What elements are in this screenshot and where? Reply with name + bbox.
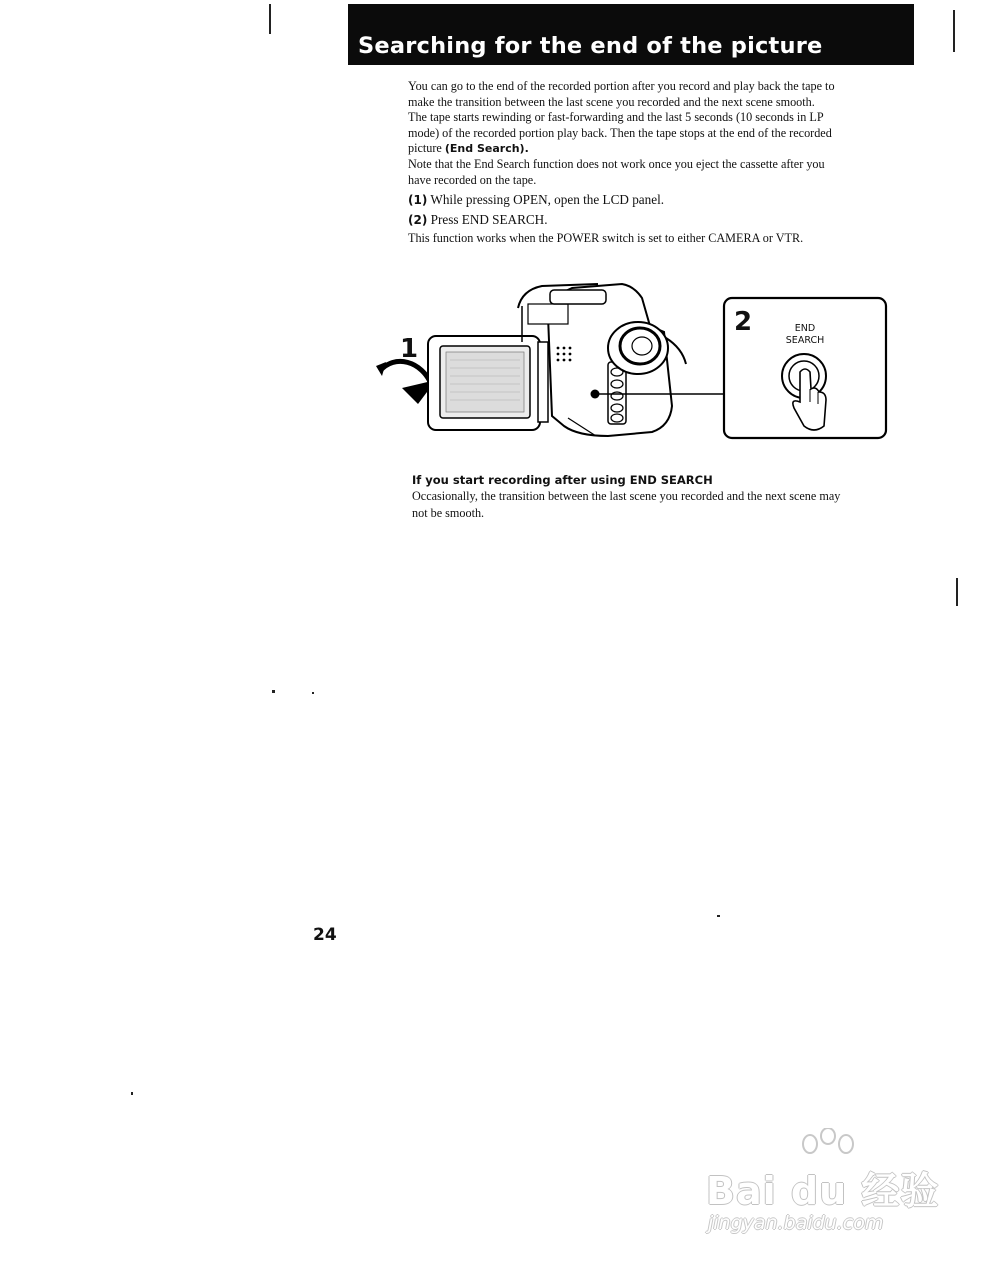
watermark-main: Bai du 经验 xyxy=(706,1169,940,1213)
button-label-line: END xyxy=(794,323,816,334)
step-1 xyxy=(408,192,920,208)
open-arrow-icon xyxy=(380,361,432,386)
section-title-bar xyxy=(348,4,914,65)
step-1-label: 1 xyxy=(400,334,419,364)
scan-mark xyxy=(956,578,958,606)
intro-line xyxy=(408,141,920,157)
intro-line: You can go to the end of the recorded portion after you record and play back the tape to xyxy=(408,79,835,93)
button-label-line: SEARCH xyxy=(785,334,825,346)
intro-prefix: picture xyxy=(408,141,445,156)
scan-mark xyxy=(717,915,720,917)
scan-mark xyxy=(269,4,271,34)
intro-line: make the transition between the last scene you recorded and the next scene smooth. xyxy=(408,94,815,109)
camcorder-illustration xyxy=(372,276,892,448)
step-number: (1) xyxy=(408,193,428,208)
scan-mark xyxy=(272,690,275,693)
scan-mark xyxy=(131,1092,133,1095)
step-text: While pressing OPEN, open the LCD panel. xyxy=(427,192,665,208)
note-line: have recorded on the tape. xyxy=(408,172,537,187)
step-number: (2) xyxy=(408,213,428,228)
scan-mark xyxy=(953,10,955,52)
note-line: Note that the End Search function does not work once you eject the cassette after you xyxy=(408,156,825,171)
end-search-caption xyxy=(774,323,836,346)
watermark-url: jingyan.baidu.com xyxy=(708,1212,884,1234)
end-search-term: (End Search). xyxy=(444,142,529,156)
page-number: 24 xyxy=(313,925,337,945)
step-2 xyxy=(408,212,920,228)
tip-line: not be smooth. xyxy=(412,505,485,520)
tip-text xyxy=(412,488,924,521)
intro-line: The tape starts rewinding or fast-forwarding and the last 5 seconds (10 seconds in LP xyxy=(408,110,824,125)
baidu-watermark xyxy=(700,1128,940,1248)
step-text: Press END SEARCH. xyxy=(427,212,548,228)
tip-heading: If you start recording after using END SEARCH xyxy=(412,473,713,487)
power-note: This function works when the POWER switch is set to either CAMERA or VTR. xyxy=(408,231,804,246)
page-title: Searching for the end of the picture xyxy=(358,33,823,59)
intro-section xyxy=(408,79,920,247)
step-2-label: 2 xyxy=(734,307,753,337)
camcorder-figure xyxy=(372,276,892,448)
tip-line: Occasionally, the transition between the last scene you recorded and the next scene may xyxy=(412,489,841,503)
scan-mark xyxy=(312,692,314,694)
intro-line: mode) of the recorded portion play back. Then the tape stops at the end of the recorded xyxy=(408,125,832,140)
